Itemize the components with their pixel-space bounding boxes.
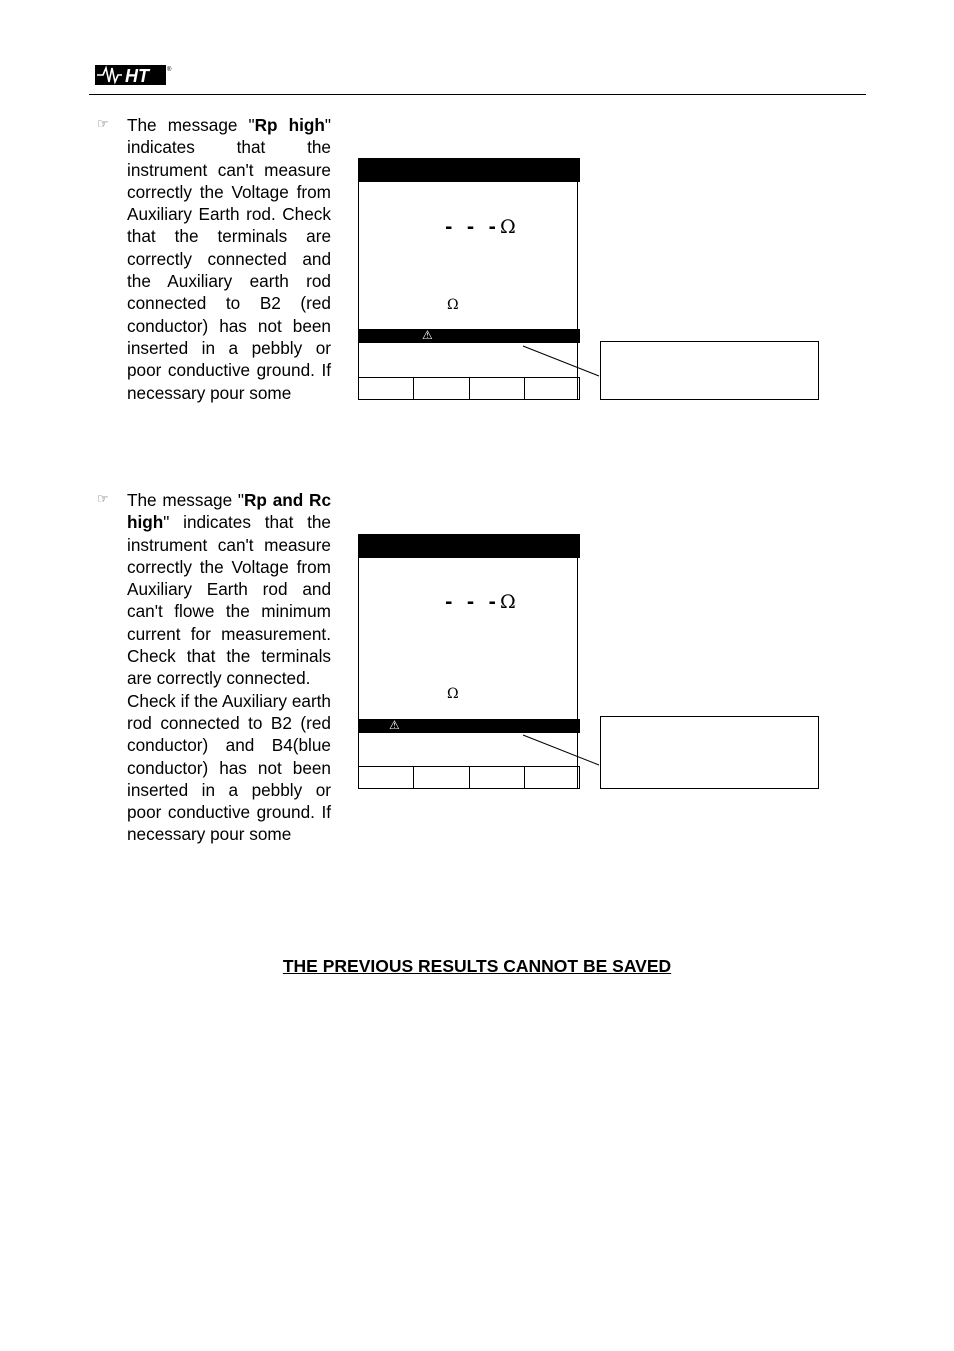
message-rp-high: Rp high [254,115,325,135]
message-rp-rc-high: Rp and Rc high [127,490,331,533]
ohm-unit-small: Ω [447,297,459,313]
pointing-hand-icon: ☞ [97,116,109,131]
svg-text:HT: HT [125,66,149,86]
ohm-unit-small: Ω [447,686,459,702]
warning-icon: ⚠ [389,718,400,732]
warning-icon: ⚠ [422,328,433,342]
paragraph-check-rods: Check if the Auxiliary earth rod connected to B2 (red conductor) and B4(blue conductor) has not been inserted in a pebbly or poor conductive ground. If necessary pour some [127,690,331,845]
pointing-hand-icon: ☞ [97,491,109,506]
ohm-unit: Ω [499,216,516,238]
paragraph-rp-rc-high: The message "Rp and Rc high" indicates that the instrument can't measure correctly the Voltage from Auxiliary Earth rod and can't flowe the minimum current for measurement. Check that the terminals are correctly connected. Check if the Auxiliary earth rod connected to B2 (red conductor) and B4(blue conductor) has not been inserted in a pebbly or poor conductive ground. If necessary pour some [127,490,331,845]
screen-reading: - - -Ω [445,591,516,613]
ohm-unit: Ω [499,591,516,613]
screen-reading: - - -Ω [445,216,516,238]
svg-text:®: ® [167,67,172,73]
paragraph-rp-high: The message "Rp high" indicates that the instrument can't measure correctly the Voltage from Auxiliary Earth rod. Check that the terminals are correctly connected and the Auxiliary earth rod connected to B2 (red conductor) has not been inserted in a pebbly or poor conductive ground. If necessary pour some [127,115,331,403]
results-not-saved-notice: THE PREVIOUS RESULTS CANNOT BE SAVED [282,956,672,976]
